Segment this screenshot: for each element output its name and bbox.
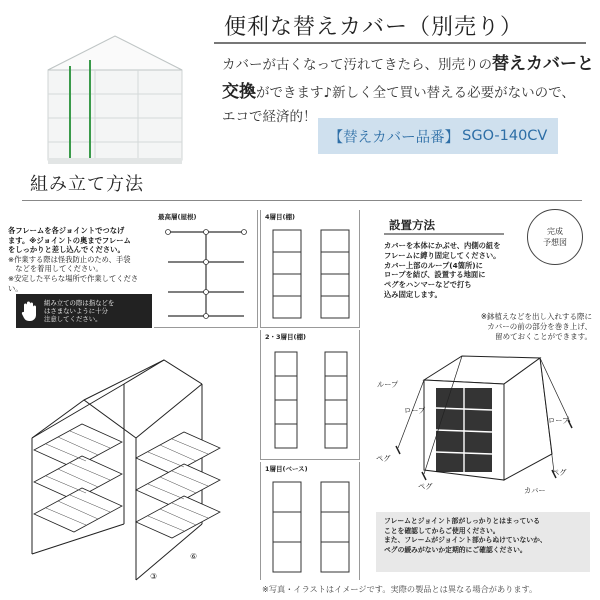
install-heading: 設置方法: [389, 218, 435, 232]
floor1-layer-panel: [260, 462, 360, 580]
note-line: ※安定した平らな場所で作業してくださ: [8, 273, 139, 283]
note-line: などを着用してください。: [8, 264, 103, 274]
part-label-3: ③: [150, 572, 158, 581]
panel-title: 4層目(棚): [265, 213, 295, 221]
caution-text: [44, 299, 114, 323]
caution-box: [16, 294, 152, 328]
roll-up-note: [432, 312, 592, 341]
install-instructions: [384, 241, 514, 300]
intro-line-1: [222, 56, 594, 73]
floor23-layer-panel: [260, 330, 360, 460]
completed-image-badge: [527, 209, 583, 265]
part-number-badge: [318, 118, 558, 154]
install-line: ペグをハンマーなどで打ち: [384, 280, 472, 290]
note-line: カバーの前の部分を巻き上げ、: [487, 321, 592, 331]
caution-line: 注意してください。: [44, 315, 102, 323]
roof-frame-diagram: [162, 226, 250, 322]
roof-layer-panel: [154, 210, 258, 328]
intro-line-3: エコで経済的！: [222, 109, 317, 125]
note-line: ※鉢植えなどを出し入れする際に: [480, 312, 592, 321]
completed-label: 完成: [547, 227, 563, 236]
assembly-heading: 組み立て方法: [30, 174, 144, 195]
part-number-code: SGO-140CV: [462, 128, 548, 144]
intro-text: ができます♪新しく全て買い替える必要がないので、: [256, 85, 575, 101]
check-line: フレームとジョイント部がしっかりとはまっている: [384, 517, 540, 525]
loop-callout: ループ: [377, 380, 399, 389]
floor1-frame-diagram: [267, 476, 355, 578]
install-line: ロープを結び、設置する地面に: [384, 270, 486, 280]
intro-text: カバーが古くなって汚れてきたら、別売りの: [222, 57, 492, 73]
peg-bottom-callout: ペグ: [418, 482, 433, 491]
part-number-label: 【替えカバー品番】: [328, 129, 460, 146]
note-line: 留めておくことができます。: [495, 331, 592, 341]
note-line: ※作業する際は怪我防止のため、手袋: [8, 254, 131, 264]
page-heading: 便利な替えカバー（別売り）: [224, 15, 524, 40]
note-line: をしっかりと差し込んでください。: [8, 245, 125, 255]
install-line: フレームに縛り固定してください。: [384, 250, 501, 260]
rope-left-callout: ロープ: [404, 406, 426, 415]
note-line: ます。※ジョイントの奥までフレーム: [8, 235, 131, 245]
floor4-frame-diagram: [267, 224, 355, 324]
rope-right-callout: ロープ: [548, 416, 570, 425]
peg-right-callout: ペグ: [552, 468, 567, 477]
assembly-divider: [22, 200, 582, 201]
check-line: また、フレームがジョイント部からぬけていないか、: [384, 536, 547, 545]
hand-warning-icon: [20, 300, 40, 322]
intro-strong-text: 交換: [222, 82, 256, 102]
image-disclaimer: ※写真・イラストはイメージです。実際の製品とは異なる場合があります。: [262, 584, 538, 594]
install-line: 込み固定します。: [384, 289, 442, 299]
check-line: ペグの緩みがないか定期的にご確認ください。: [384, 545, 527, 554]
install-line: カバーを本体にかぶせ、内側の紐を: [384, 241, 501, 250]
part-label-6: ⑥: [190, 552, 198, 561]
assembly-notes: [8, 226, 154, 293]
caution-line: はさまないように十分: [44, 307, 108, 315]
panel-title: 最高層(屋根): [158, 213, 197, 221]
note-line: 各フレームを各ジョイントでつなげ: [8, 226, 125, 235]
panel-title: 1層目(ベース): [265, 465, 308, 473]
caution-line: 組み立ての際は指などを: [44, 299, 115, 307]
note-line: い。: [8, 283, 23, 293]
panel-title: 2・3層目(棚): [265, 333, 306, 341]
peg-left-callout: ペグ: [376, 454, 391, 463]
frame-assembly-illustration: [24, 354, 240, 584]
completed-sublabel: 予想図: [543, 238, 567, 247]
install-underline: [384, 232, 504, 236]
floor4-layer-panel: [260, 210, 360, 328]
check-line: ことを確認してからご使用ください。: [384, 526, 500, 535]
floor23-frame-diagram: [267, 346, 355, 454]
maintenance-note-box: [376, 512, 590, 572]
intro-strong-text: 替えカバーと: [492, 54, 594, 74]
greenhouse-photo: [40, 30, 190, 170]
install-line: カバー上部のループ(4箇所)に: [384, 260, 483, 270]
heading-divider: [214, 42, 586, 44]
intro-line-2: [222, 84, 575, 101]
cover-callout: カバー: [524, 486, 546, 495]
